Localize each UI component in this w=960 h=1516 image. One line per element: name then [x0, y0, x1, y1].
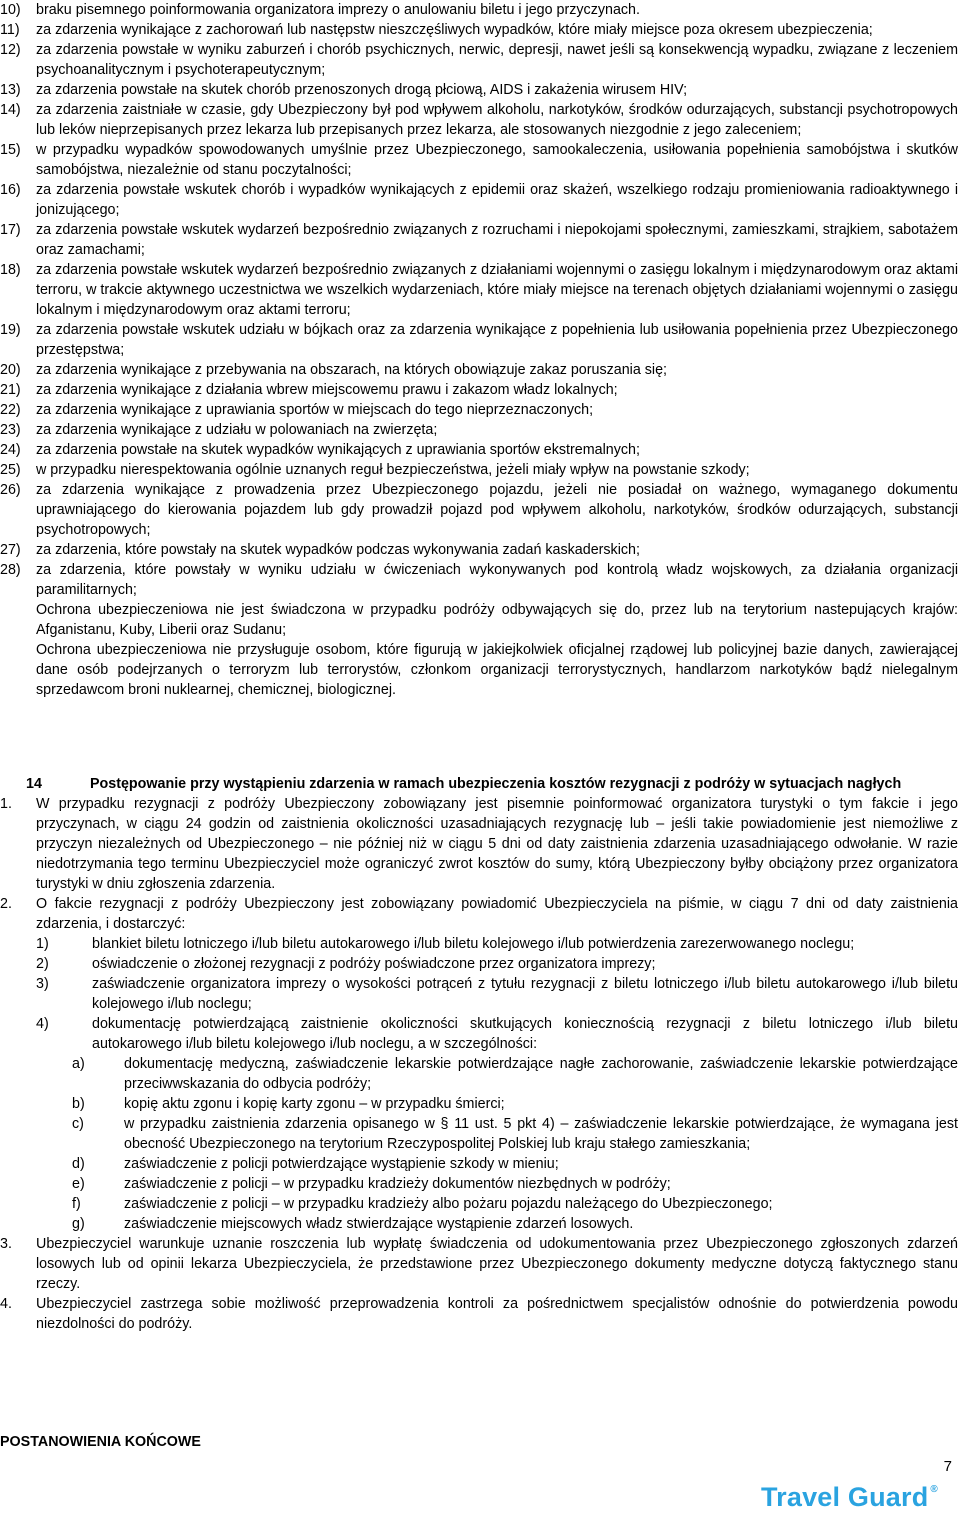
- item-text: za zdarzenia wynikające z działania wbrew miejscowemu prawu i zakazom władz lokalnych;: [36, 382, 618, 398]
- item-number: 10): [0, 2, 21, 18]
- item-number: 2): [36, 956, 49, 972]
- paragraph-number: 4.: [0, 1296, 12, 1312]
- list-item: [0, 420, 958, 440]
- list-item: [0, 20, 958, 40]
- item-number: 22): [0, 402, 21, 418]
- item-number: 4): [36, 1016, 49, 1032]
- list-item: [36, 974, 958, 1014]
- item-number: 14): [0, 102, 21, 118]
- exclusion-note-countries: Ochrona ubezpieczeniowa nie jest świadczona w przypadku podróży odbywających się do, przez lub na terytorium nastepujących krajów: Afganistanu, Kuby, Liberii oraz Sudanu;: [36, 602, 958, 638]
- paragraph-number: 1.: [0, 796, 12, 812]
- item-number: 12): [0, 42, 21, 58]
- item-number: 17): [0, 222, 21, 238]
- paragraph-1: [0, 794, 958, 894]
- item-text: za zdarzenia wynikające z udziału w polowaniach na zwierzęta;: [36, 422, 438, 438]
- item-text: za zdarzenia wynikające z zachorowań lub następstw nieszczęśliwych wypadków, które miały miejsce poza okresem ubezpieczenia;: [36, 22, 873, 38]
- item-text: blankiet biletu lotniczego i/lub biletu autokarowego i/lub biletu kolejowego i/lub potwierdzenia zarezerwowanego noclegu;: [92, 936, 855, 952]
- item-number: 11): [0, 22, 20, 38]
- item-text: za zdarzenia powstałe wskutek chorób i wypadków wynikających z epidemii oraz skażeń, wszelkiego rodzaju promieniowania radioaktywnego i jonizującego;: [36, 182, 958, 218]
- item-text: kopię aktu zgonu i kopię karty zgonu – w przypadku śmierci;: [124, 1096, 505, 1112]
- item-text: zaświadczenie z policji potwierdzające wystąpienie szkody w mieniu;: [124, 1156, 559, 1172]
- item-text: za zdarzenia powstałe wskutek wydarzeń bezpośrednio związanych z rozruchami i niepokojami społecznymi, zamieszkami, strajkiem, sabotażem oraz zamachami;: [36, 222, 958, 258]
- item-text: za zdarzenia wynikające z uprawiania sportów w miejscach do tego nieprzeznaczonych;: [36, 402, 594, 418]
- paragraph-text: Ubezpieczyciel zastrzega sobie możliwość przeprowadzenia kontroli za pośrednictwem specjalistów odnośnie do potwierdzenia powodu niezdolności do podróży.: [36, 1296, 958, 1332]
- item-text: za zdarzenia powstałe w wyniku zaburzeń i chorób psychicznych, nerwic, depresji, nawet jeśli są konsekwencją wypadku, związane z leczeniem psychoanalitycznym i psychoterapeutycznym;: [36, 42, 958, 78]
- final-provisions-heading: POSTANOWIENIA KOŃCOWE: [0, 1434, 201, 1450]
- paragraph-4: [0, 1294, 958, 1334]
- item-number: 18): [0, 262, 21, 278]
- item-number: 27): [0, 542, 21, 558]
- registered-mark: ®: [930, 1484, 938, 1495]
- list-item: [72, 1214, 958, 1234]
- exclusions-list: [0, 0, 958, 700]
- item-text: za zdarzenia zaistniałe w czasie, gdy Ubezpieczony był pod wpływem alkoholu, narkotyków, środków odurzających, substancji psychotropowych lub leków nieprzepisanych przez lekarza lub przepisanych przez lekarza, ale stosowanych niezgodnie z jego zaleceniem;: [36, 102, 958, 138]
- list-item: [0, 140, 958, 180]
- item-text: za zdarzenia powstałe wskutek wydarzeń bezpośrednio związanych z działaniami wojennymi o zasięgu lokalnym i międzynarodowym oraz aktami terroru, w trakcie aktywnego uczestnictwa we wszelkich wydarzeniach, które miały miejsce na terenach objętych działaniami wojennymi o zasięgu lokalnym i międzynarodowym oraz aktami terroru;: [36, 262, 958, 318]
- item-letter: d): [72, 1156, 85, 1172]
- item-text: za zdarzenia, które powstały w wyniku udziału w ćwiczeniach wykonywanych pod kontrolą władz wojskowych, za działania organizacji paramilitarnych;: [36, 562, 958, 598]
- list-item: [72, 1154, 958, 1174]
- item-number: 15): [0, 142, 21, 158]
- paragraph-text: O fakcie rezygnacji z podróży Ubezpieczony jest zobowiązany powiadomić Ubezpieczyciela na piśmie, w ciągu 7 dni od daty zaistnienia zdarzenia, i dostarczyć:: [36, 896, 958, 932]
- item-letter: f): [72, 1196, 81, 1212]
- paragraph-number: 3.: [0, 1236, 12, 1252]
- item-text: zaświadczenie organizatora imprezy o wysokości potrąceń z tytułu rezygnacji z biletu lotniczego i/lub biletu autokarowego i/lub biletu kolejowego i/lub noclegu;: [92, 976, 958, 1012]
- item-number: 21): [0, 382, 21, 398]
- list-item: [0, 80, 958, 100]
- item-letter: c): [72, 1116, 84, 1132]
- paragraph-text: Ubezpieczyciel warunkuje uznanie roszczenia lub wypłatę świadczenia od udokumentowania przez Ubezpieczonego zgłoszonych zdarzeń losowych lub od opinii lekarza Ubezpieczyciela, że przedstawione przez Ubezpieczonego dokumenty medyczne dotyczą faktycznego stanu rzeczy.: [36, 1236, 958, 1292]
- list-item: [72, 1094, 958, 1114]
- section-heading: [0, 774, 958, 794]
- list-item: [0, 360, 958, 380]
- list-item: [0, 180, 958, 220]
- list-item: [0, 0, 958, 20]
- list-item: [36, 1014, 958, 1054]
- item-text: zaświadczenie z policji – w przypadku kradzieży albo pożaru pojazdu należącego do Ubezpieczonego;: [124, 1196, 773, 1212]
- list-item: [0, 320, 958, 360]
- list-item: [0, 40, 958, 80]
- item-text: w przypadku nierespektowania ogólnie uznanych reguł bezpieczeństwa, jeżeli miały wpływ na powstanie szkody;: [36, 462, 750, 478]
- item-text: za zdarzenia wynikające z przebywania na obszarach, na których obowiązuje zakaz poruszania się;: [36, 362, 667, 378]
- list-item: [36, 954, 958, 974]
- item-letter: a): [72, 1056, 85, 1072]
- travel-guard-logo: [761, 1480, 938, 1514]
- list-item: [72, 1174, 958, 1194]
- list-item: [0, 220, 958, 260]
- item-text: dokumentację medyczną, zaświadczenie lekarskie potwierdzające nagłe zachorowanie, zaświadczenie lekarskie potwierdzające przeciwwskazania do odbycia podróży;: [124, 1056, 958, 1092]
- logo-text: Travel Guard: [760, 1481, 929, 1512]
- list-item: [0, 540, 958, 560]
- list-item: [72, 1114, 958, 1154]
- item-letter: g): [72, 1216, 85, 1232]
- page-number: 7: [943, 1458, 952, 1475]
- item-number: 20): [0, 362, 21, 378]
- list-item: [0, 400, 958, 420]
- paragraph-number: 2.: [0, 896, 12, 912]
- item-text: zaświadczenie miejscowych władz stwierdzające wystąpienie zdarzeń losowych.: [124, 1216, 634, 1232]
- item-number: 23): [0, 422, 21, 438]
- item-text: za zdarzenia, które powstały na skutek wypadków podczas wykonywania zadań kaskaderskich;: [36, 542, 640, 558]
- list-item: [36, 934, 958, 954]
- list-item: [0, 460, 958, 480]
- paragraph-3: [0, 1234, 958, 1294]
- item-number: 3): [36, 976, 49, 992]
- section-number: 14: [26, 776, 42, 792]
- list-item: [0, 100, 958, 140]
- item-text: w przypadku zaistnienia zdarzenia opisanego w § 11 ust. 5 pkt 4) – zaświadczenie lekarskie potwierdzające, że wymagana jest obecność Ubezpieczonego na terytorium Rzeczypospolitej Polskiej lub kraju stałego zamieszkania;: [124, 1116, 958, 1152]
- section-title: Postępowanie przy wystąpieniu zdarzenia w ramach ubezpieczenia kosztów rezygnacji z podróży w sytuacjach nagłych: [90, 776, 902, 792]
- item-text: w przypadku wypadków spowodowanych umyślnie przez Ubezpieczonego, samookaleczenia, usiłowania popełnienia samobójstwa i skutków samobójstwa, niezależnie od stanu poczytalności;: [36, 142, 958, 178]
- item-number: 13): [0, 82, 21, 98]
- item-number: 25): [0, 462, 21, 478]
- exclusion-note-terror-database: Ochrona ubezpieczeniowa nie przysługuje osobom, które figurują w jakiejkolwiek oficjalnej rządowej lub policyjnej bazie danych, zawierającej dane osób podejrzanych o terroryzm lub terrorystów, członkom organizacji terrorystycznych, handlarzom narkotyków bądź nielegalnym sprzedawcom broni nuklearnej, chemicznej, biologicznej.: [36, 642, 958, 698]
- list-item: [0, 260, 958, 320]
- item-text: oświadczenie o złożonej rezygnacji z podróży poświadczone przez organizatora imprezy;: [92, 956, 656, 972]
- item-number: 19): [0, 322, 21, 338]
- item-text: dokumentację potwierdzającą zaistnienie okoliczności skutkujących koniecznością rezygnacji z biletu lotniczego i/lub biletu autokarowego i/lub biletu kolejowego i/lub noclegu, a w szczególności:: [92, 1016, 958, 1052]
- item-number: 1): [36, 936, 49, 952]
- list-item: [0, 380, 958, 400]
- list-item: [72, 1054, 958, 1094]
- list-item: [0, 560, 958, 600]
- item-letter: e): [72, 1176, 85, 1192]
- item-number: 16): [0, 182, 21, 198]
- list-item: [0, 480, 958, 540]
- item-number: 24): [0, 442, 21, 458]
- item-text: za zdarzenia powstałe wskutek udziału w bójkach oraz za zdarzenia wynikające z popełnienia lub usiłowania popełnienia przez Ubezpieczonego przestępstwa;: [36, 322, 958, 358]
- list-item: [72, 1194, 958, 1214]
- item-text: zaświadczenie z policji – w przypadku kradzieży dokumentów niezbędnych w podróży;: [124, 1176, 671, 1192]
- item-text: braku pisemnego poinformowania organizatora imprezy o anulowaniu biletu i jego przyczynach.: [36, 2, 640, 18]
- item-text: za zdarzenia powstałe na skutek chorób przenoszonych drogą płciową, AIDS i zakażenia wirusem HIV;: [36, 82, 688, 98]
- section-14: [0, 774, 958, 1334]
- paragraph-text: W przypadku rezygnacji z podróży Ubezpieczony zobowiązany jest pisemnie poinformować organizatora turystyki o tym fakcie i jego przyczynach, w ciągu 24 godzin od zaistnienia okoliczności uzasadniających rezygnację lub – jeśli takie powiadomienie jest niemożliwe z przyczyn niezależnych od Ubezpieczonego – nie później niż w ciągu 5 dni od daty zaistnienia zdarzenia uzasadniającego odwołanie. W razie niedotrzymania tego terminu Ubezpieczyciel może ograniczyć zwrot kosztów do sumy, którą Ubezpieczony byłby obciążony przez organizatora turystyki w dniu zgłoszenia zdarzenia.: [36, 796, 958, 892]
- paragraph-2: [0, 894, 958, 934]
- item-number: 26): [0, 482, 21, 498]
- item-text: za zdarzenia powstałe na skutek wypadków wynikających z uprawiania sportów ekstremalnych;: [36, 442, 640, 458]
- item-letter: b): [72, 1096, 85, 1112]
- list-item: [0, 440, 958, 460]
- item-number: 28): [0, 562, 21, 578]
- item-text: za zdarzenia wynikające z prowadzenia przez Ubezpieczonego pojazdu, jeżeli nie posiadał on ważnego, wymaganego dokumentu uprawniającego do kierowania pojazdem lub gdy prowadził pojazd pod wpływem alkoholu, narkotyków, środków odurzających, substancji psychotropowych;: [36, 482, 958, 538]
